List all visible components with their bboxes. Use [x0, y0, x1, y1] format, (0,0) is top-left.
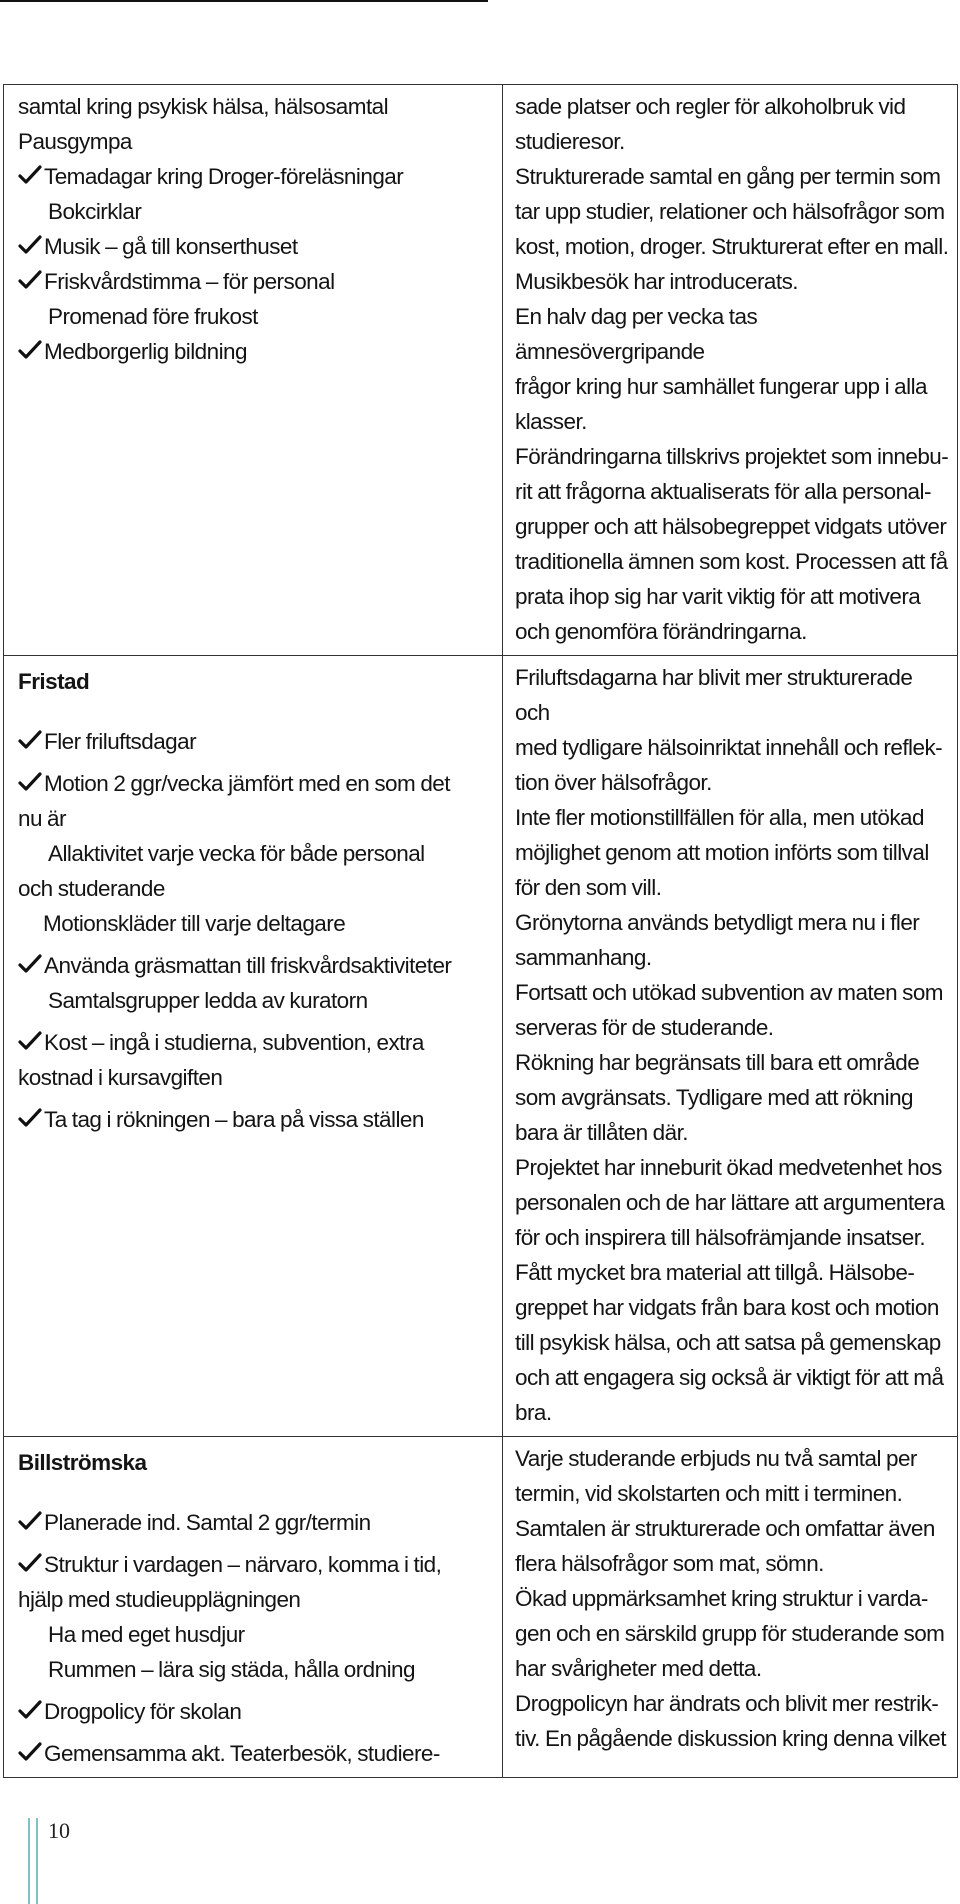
text-line: sammanhang.	[515, 945, 652, 970]
list-item-text: Rummen – lära sig städa, hålla ordning	[48, 1657, 415, 1682]
outcomes-cell	[503, 1437, 958, 1778]
school-name: Fristad	[18, 669, 90, 694]
list-item	[18, 264, 496, 299]
list-item	[18, 1025, 496, 1060]
list-item	[18, 1102, 496, 1137]
text-line: Rökning har begränsats till bara ett område	[515, 1050, 920, 1075]
list-item	[18, 334, 496, 369]
list-item	[18, 836, 496, 871]
measures-cell	[4, 656, 503, 1437]
list-item-text: Friskvårdstimma – för personal	[44, 269, 335, 294]
text-line: och att engagera sig också är viktigt för att må	[515, 1365, 944, 1390]
list-item-text: kostnad i kursavgiften	[18, 1065, 223, 1090]
text-line: rit att frågorna aktualiserats för alla personal-	[515, 479, 931, 504]
list-item	[18, 89, 496, 124]
list-item-text: Pausgympa	[18, 129, 132, 154]
text-line: greppet har vidgats från bara kost och motion	[515, 1295, 939, 1320]
text-line: Förändringarna tillskrivs projektet som innebu-	[515, 444, 949, 469]
list-item	[18, 801, 496, 836]
check-mark-icon	[18, 235, 42, 255]
text-line: Ökad uppmärksamhet kring struktur i varda-	[515, 1586, 928, 1611]
text-line: för den som vill.	[515, 875, 662, 900]
text-line: frågor kring hur samhället fungerar upp i alla	[515, 374, 927, 399]
list-item	[18, 906, 496, 941]
list-item-text: Promenad före frukost	[48, 304, 258, 329]
list-item-text: Motionskläder till varje deltagare	[43, 911, 346, 936]
text-line: personalen och de har lättare att argumentera	[515, 1190, 945, 1215]
text-line: sade platser och regler för alkoholbruk vid	[515, 94, 906, 119]
outcomes-cell	[503, 656, 958, 1437]
text-line: grupper och att hälsobegreppet vidgats utöver	[515, 514, 947, 539]
check-mark-icon	[18, 772, 42, 792]
table-row-fristad	[4, 656, 958, 1437]
list-item-text: Musik – gå till konserthuset	[44, 234, 298, 259]
text-line: tiv. En pågående diskussion kring denna vilket	[515, 1726, 946, 1751]
check-mark-icon	[18, 730, 42, 750]
text-line: klasser.	[515, 409, 587, 434]
list-item-text: Använda gräsmattan till friskvårdsaktiviteter	[44, 953, 452, 978]
text-line: som avgränsats. Tydligare med att rökning	[515, 1085, 913, 1110]
text-line: Fortsatt och utökad subvention av maten som	[515, 980, 943, 1005]
list-item-text: Kost – ingå i studierna, subvention, extra	[44, 1030, 424, 1055]
list-item	[18, 1652, 496, 1687]
text-line: till psykisk hälsa, och att satsa på gemenskap	[515, 1330, 941, 1355]
text-line: serveras för de studerande.	[515, 1015, 774, 1040]
text-line: Grönytorna används betydligt mera nu i fler	[515, 910, 920, 935]
list-item-text: Ta tag i rökningen – bara på vissa ställen	[44, 1107, 424, 1132]
text-line: med tydligare hälsoinriktat innehåll och reflek-	[515, 735, 943, 760]
text-line: Varje studerande erbjuds nu två samtal per	[515, 1446, 917, 1471]
school-name: Billströmska	[18, 1450, 147, 1475]
text-line: Strukturerade samtal en gång per termin som	[515, 164, 941, 189]
check-mark-icon	[18, 1742, 42, 1762]
list-item	[18, 983, 496, 1018]
list-item	[18, 1060, 496, 1095]
list-item	[18, 766, 496, 801]
measures-cell	[4, 1437, 503, 1778]
check-mark-icon	[18, 1700, 42, 1720]
text-line: möjlighet genom att motion införts som tillval	[515, 840, 929, 865]
text-line: termin, vid skolstarten och mitt i terminen.	[515, 1481, 903, 1506]
list-item-text: Ha med eget husdjur	[48, 1622, 245, 1647]
text-line: kost, motion, droger. Strukturerat efter en mall.	[515, 234, 949, 259]
list-item	[18, 724, 496, 759]
text-line: Fått mycket bra material att tillgå. Hälsobe-	[515, 1260, 915, 1285]
list-item	[18, 1505, 496, 1540]
list-item-text: Temadagar kring Droger-föreläsningar	[44, 164, 404, 189]
text-line: bara är tillåten där.	[515, 1120, 689, 1145]
list-item-text: Planerade ind. Samtal 2 ggr/termin	[44, 1510, 371, 1535]
text-line: Drogpolicyn har ändrats och blivit mer restrik-	[515, 1691, 939, 1716]
list-item	[18, 229, 496, 264]
list-item	[18, 1617, 496, 1652]
text-line: bra.	[515, 1400, 552, 1425]
check-mark-icon	[18, 1108, 42, 1128]
text-line: Projektet har inneburit ökad medvetenhet hos	[515, 1155, 942, 1180]
list-item-text: Motion 2 ggr/vecka jämfört med en som det	[44, 771, 450, 796]
outcomes-cell	[503, 85, 958, 656]
check-mark-icon	[18, 340, 42, 360]
list-item-text: Allaktivitet varje vecka för både personal	[48, 841, 425, 866]
list-item-text: nu är	[18, 806, 66, 831]
list-item-text: och studerande	[18, 876, 165, 901]
text-line: har svårigheter med detta.	[515, 1656, 762, 1681]
list-item	[18, 871, 496, 906]
text-line: Samtalen är strukturerade och omfattar även	[515, 1516, 935, 1541]
text-line: Musikbesök har introducerats.	[515, 269, 798, 294]
text-line: Inte fler motionstillfällen för alla, men utökad	[515, 805, 924, 830]
text-line: för och inspirera till hälsofrämjande insatser.	[515, 1225, 926, 1250]
evaluation-table	[3, 84, 958, 1778]
table-row-billstromska	[4, 1437, 958, 1778]
check-mark-icon	[18, 1031, 42, 1051]
text-line: Friluftsdagarna har blivit mer strukturerade och	[515, 665, 913, 725]
text-line: och genomföra förändringarna.	[515, 619, 807, 644]
text-line: prata ihop sig har varit viktig för att motivera	[515, 584, 921, 609]
check-mark-icon	[18, 1511, 42, 1531]
list-item-text: Medborgerlig bildning	[44, 339, 247, 364]
text-line: gen och en särskild grupp för studerande som	[515, 1621, 945, 1646]
list-item	[18, 299, 496, 334]
list-item-text: Drogpolicy för skolan	[44, 1699, 242, 1724]
text-line: tion över hälsofrågor.	[515, 770, 712, 795]
text-line: En halv dag per vecka tas ämnesövergripande	[515, 304, 758, 364]
footer-accent-bar	[28, 1818, 38, 1904]
check-mark-icon	[18, 954, 42, 974]
list-item	[18, 194, 496, 229]
list-item	[18, 1547, 496, 1582]
text-line: flera hälsofrågor som mat, sömn.	[515, 1551, 824, 1576]
check-mark-icon	[18, 165, 42, 185]
text-line: tar upp studier, relationer och hälsofrågor som	[515, 199, 945, 224]
top-rule	[0, 0, 488, 2]
list-item-text: samtal kring psykisk hälsa, hälsosamtal	[18, 94, 389, 119]
list-item	[18, 1582, 496, 1617]
check-mark-icon	[18, 270, 42, 290]
measures-list	[18, 724, 496, 1137]
list-item-text: hjälp med studieupplägningen	[18, 1587, 301, 1612]
text-line: traditionella ämnen som kost. Processen att få	[515, 549, 948, 574]
list-item	[18, 124, 496, 159]
table-row-continued	[4, 85, 958, 656]
list-item-text: Gemensamma akt. Teaterbesök, studiere-	[44, 1741, 440, 1766]
list-item-text: Struktur i vardagen – närvaro, komma i tid,	[44, 1552, 442, 1577]
page-number: 10	[48, 1818, 70, 1843]
check-mark-icon	[18, 1553, 42, 1573]
measures-cell	[4, 85, 503, 656]
list-item	[18, 1736, 496, 1771]
text-line: studieresor.	[515, 129, 625, 154]
list-item-text: Samtalsgrupper ledda av kuratorn	[48, 988, 368, 1013]
list-item	[18, 948, 496, 983]
list-item	[18, 159, 496, 194]
list-item-text: Bokcirklar	[48, 199, 142, 224]
measures-list	[18, 1505, 496, 1771]
list-item-text: Fler friluftsdagar	[44, 729, 197, 754]
list-item	[18, 1694, 496, 1729]
